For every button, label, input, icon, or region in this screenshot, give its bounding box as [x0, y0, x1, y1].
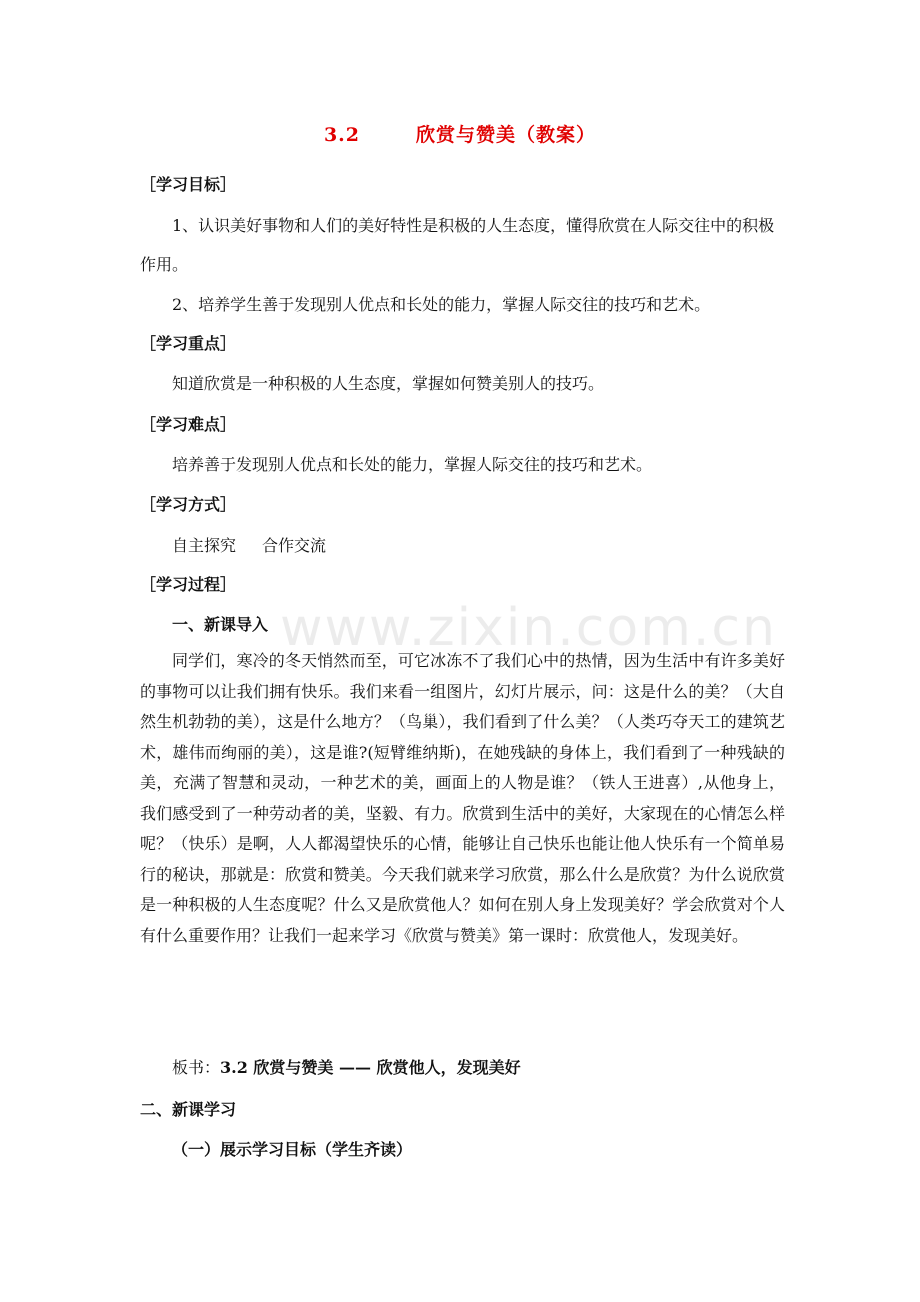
title-text: 欣赏与赞美（教案）: [416, 124, 597, 146]
board-line: [172, 1055, 521, 1078]
intro-heading: 一、新课导入: [172, 615, 269, 634]
heading-new-lesson: 二、新课学习: [140, 1100, 237, 1119]
board-text: 3.2 欣赏与赞美 —— 欣赏他人，发现美好: [220, 1058, 521, 1077]
objective-2: 2、培养学生善于发现别人优点和长处的能力，掌握人际交往的技巧和艺术。: [172, 295, 711, 314]
heading-key-points: ［学习重点］: [140, 334, 237, 353]
heading-process: ［学习过程］: [140, 575, 237, 594]
objective-1-line-1: 1、认识美好事物和人们的美好特性是积极的人生态度，懂得欣赏在人际交往中的积极: [172, 216, 775, 235]
difficulties-text: 培养善于发现别人优点和长处的能力，掌握人际交往的技巧和艺术。: [172, 455, 653, 474]
heading-methods: ［学习方式］: [140, 495, 237, 514]
key-points-text: 知道欣赏是一种积极的人生态度，掌握如何赞美别人的技巧。: [172, 374, 605, 393]
intro-paragraph: 同学们，寒冷的冬天悄然而至，可它冰冻不了我们心中的热情，因为生活中有许多美好的事物可以让我们拥有快乐。我们来看一组图片，幻灯片展示，问：这是什么的美？（大自然生机勃勃的美），这是什么地方？（鸟巢），我们看到了什么美？（人类巧夺天工的建筑艺术，雄伟而绚丽的美），这是谁?(短臂维纳斯)，在她残缺的身体上，我们看到了一种残缺的美，充满了智慧和灵动，一种艺术的美，画面上的人物是谁？（铁人王进喜）,从他身上，我们感受到了一种劳动者的美，坚毅、有力。欣赏到生活中的美好，大家现在的心情怎么样呢？（快乐）是啊，人人都渴望快乐的心情，能够让自己快乐也能让他人快乐有一个简单易行的秘诀，那就是：欣赏和赞美。今天我们就来学习欣赏，那么什么是欣赏？为什么说欣赏是一种积极的人生态度呢？什么又是欣赏他人？如何在别人身上发现美好？学会欣赏对个人有什么重要作用？让我们一起来学习《欣赏与赞美》第一课时：欣赏他人，发现美好。: [140, 651, 785, 945]
watermark: www.zixin.com.cn: [280, 598, 777, 658]
board-label: 板书：: [172, 1058, 221, 1077]
document-title: [0, 120, 920, 147]
method-1: 自主探究: [172, 536, 237, 555]
heading-objectives: ［学习目标］: [140, 175, 237, 194]
objective-1-line-2: 作用。: [140, 255, 189, 274]
title-number: 3.2: [323, 124, 361, 146]
subheading-1: （一）展示学习目标（学生齐读）: [172, 1140, 413, 1159]
methods-line: [172, 533, 326, 556]
heading-difficulties: ［学习难点］: [140, 415, 237, 434]
method-2: 合作交流: [262, 536, 327, 555]
